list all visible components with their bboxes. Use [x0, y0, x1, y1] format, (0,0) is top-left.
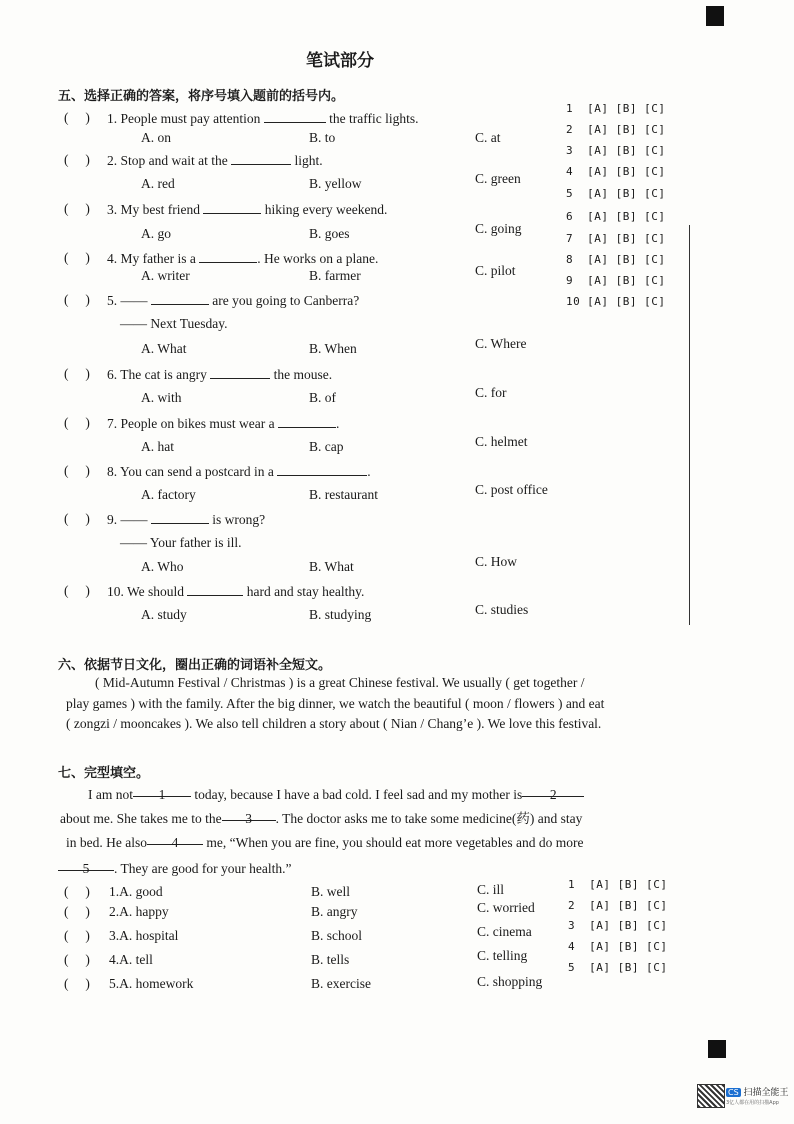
answer-sheet-number: 3	[568, 919, 576, 932]
option-a: A. go	[141, 226, 171, 241]
answer-sheet-row	[566, 253, 665, 266]
question-text: 7. People on bikes must wear a	[107, 416, 278, 431]
question-blank	[278, 415, 336, 428]
question-text: 1. People must pay attention	[107, 111, 264, 126]
cloze-option-b: B. school	[311, 928, 363, 943]
option-a: A. hat	[141, 439, 174, 454]
cloze-line	[88, 784, 584, 806]
option-c: C. going	[475, 221, 522, 236]
question-text: 4. My father is a	[107, 251, 200, 266]
option-a: A. with	[141, 390, 182, 405]
option-b: B. of	[309, 390, 336, 405]
question-stem	[107, 463, 371, 480]
question-text: 5. ——	[107, 293, 151, 308]
question-text: are you going to Canberra?	[208, 293, 360, 308]
question-text: light.	[291, 153, 323, 168]
option-b: B. studying	[309, 607, 372, 622]
answer-sheet-options[interactable]: [A] [B] [C]	[587, 123, 666, 136]
answer-sheet-options[interactable]: [A] [B] [C]	[589, 940, 668, 953]
question-text: the mouse.	[270, 367, 333, 382]
answer-sheet-row	[566, 210, 665, 223]
dialogue-reply: —— Your father is ill.	[120, 535, 242, 550]
section6-heading: 六、依据节日文化，圈出正确的词语补全短文。	[58, 658, 332, 673]
option-a: A. writer	[141, 268, 190, 283]
answer-sheet-row	[566, 295, 665, 308]
option-a: A. factory	[141, 487, 196, 502]
answer-bracket[interactable]: ( )	[64, 292, 90, 307]
question-text: is wrong?	[208, 512, 266, 527]
question-stem	[107, 152, 323, 169]
question-text: 10. We should	[107, 584, 188, 599]
answer-bracket[interactable]: ( )	[64, 152, 90, 167]
option-b: B. What	[309, 559, 354, 574]
question-stem	[107, 201, 387, 218]
cloze-option-c: C. telling	[477, 948, 528, 963]
question-text: . He works on a plane.	[257, 251, 379, 266]
registration-mark-top-right	[706, 6, 724, 26]
cloze-option-b: B. well	[311, 884, 350, 899]
answer-sheet-options[interactable]: [A] [B] [C]	[589, 919, 668, 932]
question-blank	[264, 110, 326, 123]
answer-sheet-number: 8	[566, 253, 574, 266]
answer-bracket[interactable]: ( )	[64, 904, 90, 919]
option-c: C. How	[475, 554, 518, 569]
cloze-option-b: B. exercise	[311, 976, 371, 991]
answer-bracket[interactable]: ( )	[64, 583, 90, 598]
cloze-blank-4: 4	[147, 832, 203, 845]
answer-sheet-row	[568, 919, 667, 932]
question-stem	[107, 292, 359, 309]
question-blank	[210, 366, 270, 379]
answer-sheet-options[interactable]: [A] [B] [C]	[587, 144, 666, 157]
answer-bracket[interactable]: ( )	[64, 976, 90, 991]
answer-sheet-number: 2	[568, 899, 576, 912]
option-a: A. Who	[141, 559, 184, 574]
cloze-blank-1: 1	[133, 784, 191, 797]
option-a: A. on	[141, 130, 171, 145]
option-c: C. for	[475, 385, 507, 400]
page-title: 笔试部分	[306, 51, 374, 71]
answer-bracket[interactable]: ( )	[64, 110, 90, 125]
cloze-text: in bed. He also	[66, 835, 147, 850]
answer-sheet-row	[568, 878, 667, 891]
question-stem	[107, 511, 265, 528]
answer-sheet-number: 4	[566, 165, 574, 178]
cloze-option-c: C. worried	[477, 900, 535, 915]
answer-bracket[interactable]: ( )	[64, 884, 90, 899]
option-b: B. When	[309, 341, 357, 356]
answer-bracket[interactable]: ( )	[64, 928, 90, 943]
scanner-logo	[726, 1085, 789, 1098]
option-a: A. What	[141, 341, 187, 356]
answer-sheet-row	[566, 102, 665, 115]
answer-bracket[interactable]: ( )	[64, 250, 90, 265]
answer-sheet-number: 3	[566, 144, 574, 157]
question-text: 3. My best friend	[107, 202, 204, 217]
question-stem	[107, 583, 364, 600]
answer-sheet-row	[568, 899, 667, 912]
answer-sheet-row	[568, 940, 667, 953]
question-text: hiking every weekend.	[261, 202, 388, 217]
option-c: C. helmet	[475, 434, 528, 449]
answer-sheet-options[interactable]: [A] [B] [C]	[589, 961, 668, 974]
cloze-blank-2: 2	[522, 784, 584, 797]
option-c: C. at	[475, 130, 501, 145]
option-b: B. to	[309, 130, 336, 145]
answer-bracket[interactable]: ( )	[64, 201, 90, 216]
question-stem	[107, 250, 378, 267]
cloze-option-a: 3.A. hospital	[109, 928, 179, 943]
question-blank	[151, 511, 209, 524]
question-blank	[187, 583, 243, 596]
scanner-badge: CS	[728, 1088, 739, 1097]
cloze-line	[66, 832, 583, 854]
option-b: B. goes	[309, 226, 350, 241]
cloze-text: I am not	[88, 787, 133, 802]
cloze-blank-3: 3	[222, 808, 276, 821]
cloze-option-b: B. angry	[311, 904, 358, 919]
cloze-option-a: 1.A. good	[109, 884, 163, 899]
cloze-option-c: C. cinema	[477, 924, 532, 939]
question-text: .	[335, 416, 340, 431]
answer-bracket[interactable]: ( )	[64, 511, 90, 526]
answer-sheet-row	[566, 165, 665, 178]
question-text: hard and stay healthy.	[243, 584, 365, 599]
answer-sheet-number: 1	[568, 878, 576, 891]
answer-sheet-options[interactable]: [A] [B] [C]	[587, 210, 666, 223]
answer-sheet-row	[566, 187, 665, 200]
answer-sheet-number: 1	[566, 102, 574, 115]
answer-sheet-options[interactable]: [A] [B] [C]	[587, 274, 666, 287]
question-text: .	[367, 464, 371, 479]
cloze-blank-5: 5	[58, 858, 114, 871]
cloze-line	[58, 858, 291, 880]
question-text: 2. Stop and wait at the	[107, 153, 232, 168]
scanner-tagline: 3亿人都在用的扫描App	[726, 1100, 779, 1106]
option-b: B. restaurant	[309, 487, 378, 502]
answer-sheet-row	[566, 274, 665, 287]
answer-sheet-number: 7	[566, 232, 574, 245]
answer-bracket[interactable]: ( )	[64, 415, 90, 430]
answer-sheet-number: 2	[566, 123, 574, 136]
option-c: C. Where	[475, 336, 527, 351]
question-blank	[199, 250, 257, 263]
cloze-option-a: 2.A. happy	[109, 904, 169, 919]
question-stem	[107, 415, 339, 432]
option-c: C. post office	[475, 482, 548, 497]
answer-bracket[interactable]: ( )	[64, 952, 90, 967]
option-b: B. yellow	[309, 176, 362, 191]
cloze-text: today, because I have a bad cold. I feel sad and my mother is	[191, 787, 523, 802]
question-stem	[107, 366, 332, 383]
section6-line: play games ) with the family. After the big dinner, we watch the beautiful ( moon / flowers ) and eat	[66, 696, 605, 711]
question-text: 9. ——	[107, 512, 151, 527]
answer-sheet-number: 5	[568, 961, 576, 974]
answer-sheet-row	[566, 144, 665, 157]
answer-sheet-options[interactable]: [A] [B] [C]	[587, 253, 666, 266]
answer-sheet-row	[566, 232, 665, 245]
answer-sheet-row	[566, 123, 665, 136]
scanner-brand: 扫描全能王	[743, 1088, 789, 1098]
cloze-option-c: C. ill	[477, 882, 505, 897]
question-text: 8. You can send a postcard in a	[107, 464, 278, 479]
qr-code	[697, 1084, 725, 1108]
section7-heading: 七、完型填空。	[58, 766, 150, 781]
option-c: C. pilot	[475, 263, 516, 278]
question-blank	[151, 292, 209, 305]
section6-line: ( zongzi / mooncakes ). We also tell children a story about ( Nian / Chang’e ). We love this festival.	[66, 716, 602, 731]
option-a: A. study	[141, 607, 187, 622]
question-text: the traffic lights.	[325, 111, 419, 126]
cloze-line	[60, 808, 582, 830]
answer-sheet-number: 4	[568, 940, 576, 953]
section5-heading: 五、选择正确的答案，将序号填入题前的括号内。	[58, 89, 345, 104]
answer-bracket[interactable]: ( )	[64, 463, 90, 478]
cloze-option-a: 4.A. tell	[109, 952, 153, 967]
answer-sheet-options[interactable]: [A] [B] [C]	[587, 165, 666, 178]
cloze-option-c: C. shopping	[477, 974, 543, 989]
section6-line: ( Mid-Autumn Festival / Christmas ) is a great Chinese festival. We usually ( get together /	[95, 675, 585, 690]
answer-sheet-options[interactable]: [A] [B] [C]	[589, 878, 668, 891]
option-c: C. green	[475, 171, 521, 186]
dialogue-reply: —— Next Tuesday.	[120, 316, 228, 331]
answer-sheet-options[interactable]: [A] [B] [C]	[587, 187, 666, 200]
answer-sheet-number: 9	[566, 274, 574, 287]
answer-sheet-options[interactable]: [A] [B] [C]	[587, 232, 666, 245]
answer-sheet-options[interactable]: [A] [B] [C]	[589, 899, 668, 912]
cloze-option-b: B. tells	[311, 952, 350, 967]
answer-sheet-number: 6	[566, 210, 574, 223]
option-b: B. farmer	[309, 268, 361, 283]
margin-line	[689, 225, 690, 625]
cloze-option-a: 5.A. homework	[109, 976, 194, 991]
answer-sheet-options[interactable]: [A] [B] [C]	[587, 102, 666, 115]
option-a: A. red	[141, 176, 175, 191]
question-blank	[277, 463, 367, 476]
question-blank	[231, 152, 291, 165]
cloze-text: . They are good for your health.”	[114, 861, 292, 876]
cloze-text: about me. She takes me to the	[60, 811, 222, 826]
answer-sheet-number: 5	[566, 187, 574, 200]
option-b: B. cap	[309, 439, 344, 454]
question-stem	[107, 110, 418, 127]
question-blank	[203, 201, 261, 214]
answer-sheet-options[interactable]: [A] [B] [C]	[587, 295, 666, 308]
option-c: C. studies	[475, 602, 529, 617]
cloze-text: . The doctor asks me to take some medicine(药) and stay	[275, 811, 583, 826]
answer-bracket[interactable]: ( )	[64, 366, 90, 381]
answer-sheet-number: 10	[566, 295, 581, 308]
registration-mark-bottom-right	[708, 1040, 726, 1058]
cloze-text: me, “When you are fine, you should eat more vegetables and do more	[202, 835, 584, 850]
answer-sheet-row	[568, 961, 667, 974]
question-text: 6. The cat is angry	[107, 367, 211, 382]
